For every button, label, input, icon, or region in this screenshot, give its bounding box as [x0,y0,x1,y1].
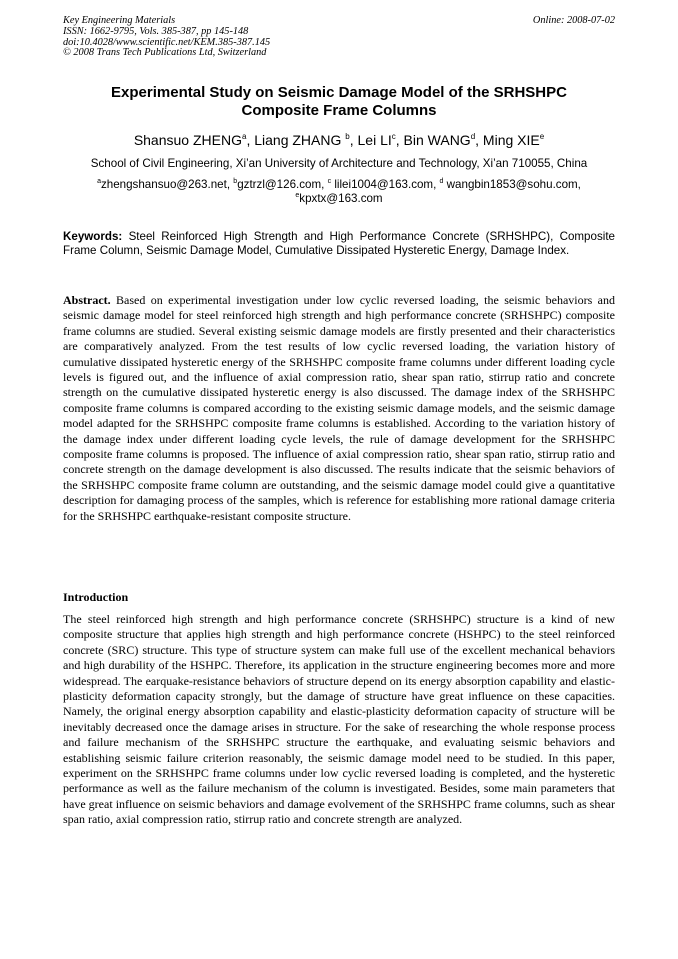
doi-line: doi:10.4028/www.scientific.net/KEM.385-387.145 [63,36,271,48]
author: Bin WANG$^d$, [403,132,483,148]
author: Lei $LI^c$, [357,132,404,148]
title-line-1: Experimental Study on Seismic Damage Model of the SRHSHPC [111,84,567,101]
abstract-text: Based on experimental investigation under low cyclic reversed loading, the seismic behaviors and seismic damage model for steel reinforced high strength and high performance concrete (SRHSHPC) composite frame columns are studied. Several existing seismic damage models are firstly presented and their characteristics are comparatively analyzed. From the test results of low cyclic reversed loading, the variation history of cumulative dissipated hysteretic energy of the SRHSHPC composite frame columns under different loading cycle levels is figured out, and the influence of axial compression ratio, shear span ratio, stirrup ratio and concrete strength on the cumulative dissipated hysteretic energy is also discussed. The damage index of the SRHSHPC composite frame columns is compared according to the existing seismic damage models, and the seismic damage model adapted for the SRHSHPC composite frame columns is established. According to the variation history of the damage index under different loading cycle levels, the rule of damage development for the SRHSHPC composite frame columns is proposed. The influence of axial compression ratio, shear span ratio, stirrup ratio and concrete strength on the damage development is also discussed. The results indicate that the seismic behaviors of the SRHSHPC composite frame column are outstanding, and the seismic damage model could give a quantitative description for damaging process of the samples, which is reference for establishing more rational damage criteria for the SRHSHPC earthquake-resistant composite structure. [63,293,615,523]
email-list [70,178,608,206]
title-line-2: Composite Frame Columns [241,102,437,119]
author-list [63,132,615,149]
email: $^e$kpxtx@163.com [295,192,383,205]
journal-name: Key Engineering Materials [63,15,176,26]
abstract-label: Abstract. [63,293,111,307]
abstract [63,293,615,524]
introduction-text: The steel reinforced high strength and high performance concrete (SRHSHPC) structure is a kind of new composite structure that applies high strength and high performance concrete (HSHPC) to the steel reinforced concrete (SRC) structure. This type of structure system can make full use of the excellent mechanical behaviors and high durability of the HSHPC. Therefore, its application in the structure engineering becomes more and more widespread. The earquake-resistance behaviors of structure depend on its energy absorption capability and elastic-plasticity deformation capacity strongly, but the damage of structure have great influence on these capacities. Namely, the original energy absorption capability and elastic-plasticity deformation capacity of structure will be inevitably decreased once the damage arises in structure. For the sake of researching the whole response process and failure mechanism of the SRHSHPC structure the earthquake, and evaluating seismic behaviors and establishing seismic failure criterion reasonably, the seismic damage model need to be studied. In this paper, experiment on the SRHSHPC frame columns under low cyclic reversed loading is completed, and the hysteretic performance as well as the failure mechanism of the column is investigated. Besides, some main parameters that have great influence on seismic behaviors and damage evolvement of the SRHSHPC frame columns, such as shear span ratio, axial compression ratio, stirrup ratio and concrete strength are analyzed. [63,612,615,827]
section-heading: Introduction [63,590,129,604]
paper-title [63,84,615,120]
keywords-label: Keywords: [63,230,123,243]
keywords [63,230,615,259]
email: $^b$gztrzl@126.com, [233,178,328,191]
author: Shansuo ZHENG$^a$, [133,132,255,148]
author: Ming XIE$^e$ [482,132,545,148]
online-date: Online: 2008-07-02 [532,15,615,26]
email: $^c$ lilei1004@163.com, [327,178,440,191]
keywords-text: Steel Reinforced High Strength and High Performance Concrete (SRHSHPC), Composite Frame Column, Seismic Damage Model, Cumulative Dissipated Hysteretic Energy, Damage Index. [63,230,615,258]
affiliation: School of Civil Engineering, Xi’an University of Architecture and Technology, Xi’an 710055, China [90,157,588,170]
issn-line: ISSN: 1662-9795, Vols. 385-387, pp 145-148 [63,25,249,37]
email: $^d$ wangbin1853@sohu.com, [439,178,581,191]
journal-header [63,16,615,59]
author: Liang ZHANG $^b$, [254,132,358,148]
copyright-line: © 2008 Trans Tech Publications Ltd, Switzerland [63,47,267,59]
email: $^a$zhengshansuo@263.net, [97,178,234,191]
